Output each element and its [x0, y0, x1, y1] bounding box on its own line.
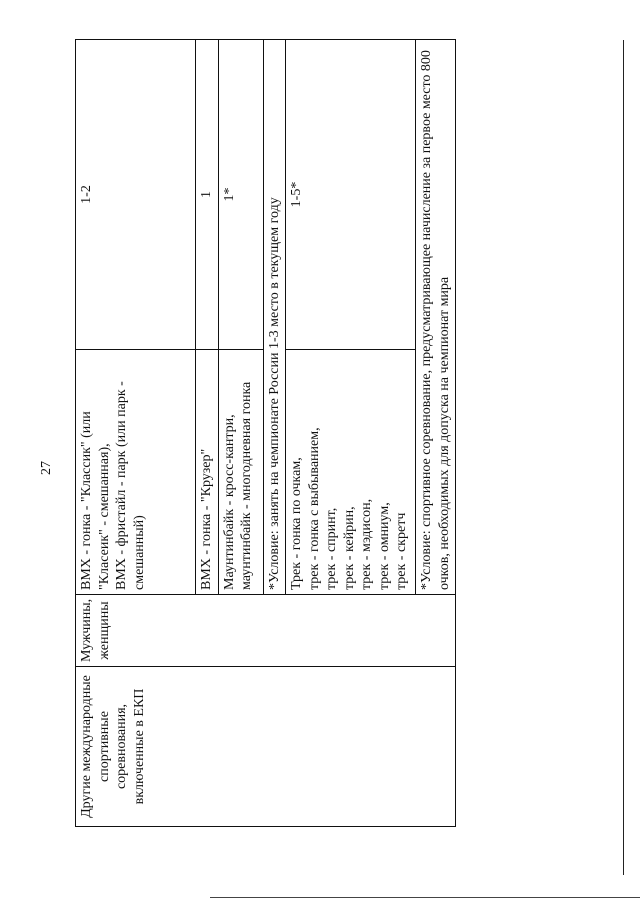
discipline-line: маунтинбайк - многодневная гонка — [239, 381, 254, 590]
page-number: 27 — [39, 461, 54, 475]
discipline-cell — [286, 350, 416, 595]
discipline-cell — [76, 350, 196, 595]
scan-border-line — [210, 897, 640, 898]
place-cell: 1* — [218, 40, 263, 350]
discipline-line: трек - мэдисон, — [359, 498, 374, 590]
sex-category: Мужчины, женщины — [76, 595, 456, 667]
discipline-line: трек - омниум, — [376, 502, 392, 590]
competition-name: Другие международные спортивные соревнования, включенные в ЕКП — [76, 667, 456, 827]
results-table — [75, 39, 456, 827]
place-cell: 1 — [196, 40, 219, 350]
condition-note: *Условие: занять на чемпионате России 1-3 место в текущем году — [263, 40, 286, 595]
results-table-rotated — [75, 40, 452, 827]
scan-border-line — [623, 40, 624, 875]
discipline-line: трек - гонка с выбыванием, — [306, 427, 322, 590]
discipline-line: BMX - гонка - "Классик" (или "Класеик" - смешанная), — [79, 411, 112, 590]
table-row — [76, 40, 196, 827]
discipline-line: BMX - гонка - "Крузер" — [199, 448, 214, 590]
discipline-line: Маунтинбайк - кросс-кантри, — [221, 414, 237, 590]
discipline-cell — [218, 350, 263, 595]
discipline-line: трек - кейрин, — [341, 506, 357, 590]
condition-note: *Условие: спортивное соревнование, предусматривающее начисление за первое место 800 очков, необходимых для допуска на чемпионат мира — [416, 40, 456, 595]
place-cell: 1-2 — [76, 40, 196, 350]
discipline-line: Трек - гонка по очкам, — [289, 457, 304, 590]
discipline-line: трек - спринт, — [324, 507, 339, 590]
discipline-line: BMX - фристайл - парк (или парк - смешанный) — [114, 381, 147, 590]
discipline-line: трек - скретч — [394, 512, 409, 590]
discipline-cell — [196, 350, 219, 595]
place-cell: 1-5* — [286, 40, 416, 350]
